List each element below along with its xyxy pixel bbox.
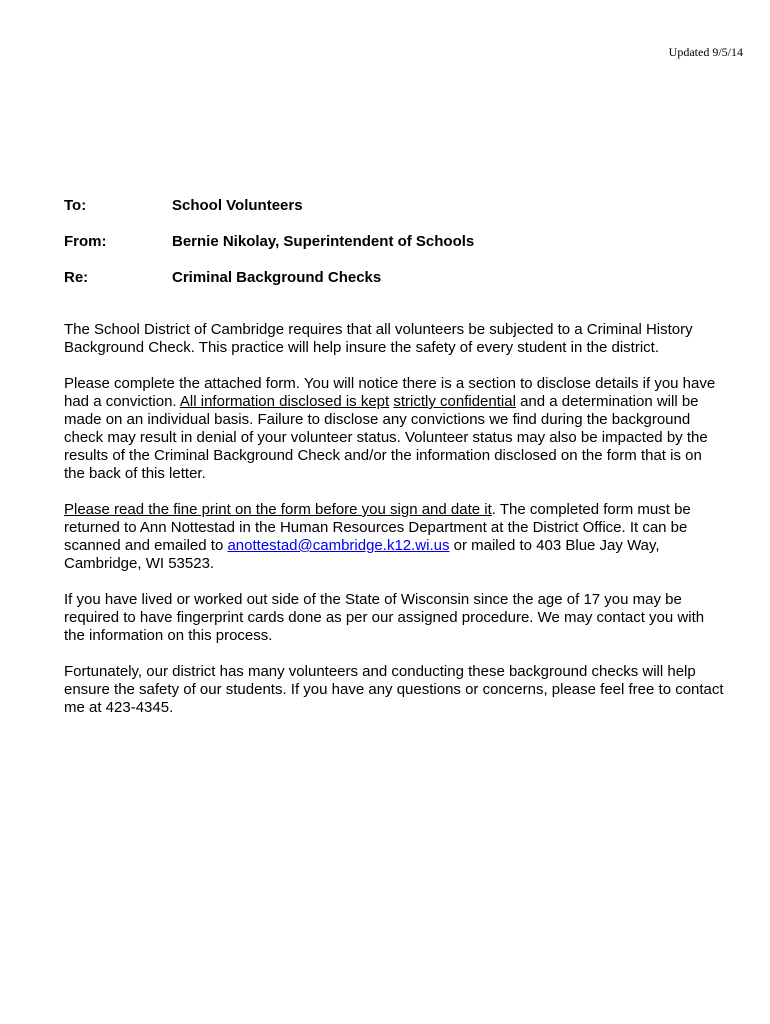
paragraph-form-text-start: Please complete the attached form. You will notice there is a section to disclose details if you have had a conviction.: [64, 375, 716, 410]
paragraph-form-instructions: [64, 375, 724, 483]
memo-header: [64, 196, 714, 304]
memo-to-label: To:: [64, 197, 87, 214]
confidential-underline-1: All information disclosed is kept: [179, 393, 390, 410]
paragraph-fingerprint: If you have lived or worked out side of the State of Wisconsin since the age of 17 you may be required to have fingerprint cards done as per our assigned procedure. We may contact you with the information on this process.: [64, 591, 705, 644]
paragraph-form-text-end: and a determination will be made on an individual basis. Failure to disclose any convictions we find during the background check may result in denial of your volunteer status. Volunteer status may also be impacted by the results of the Criminal Background Check and/or the information disclosed on the form that is on the back of this letter.: [64, 393, 708, 482]
memo-re-row: [64, 268, 714, 288]
paragraph-return-form: [64, 501, 724, 573]
memo-re-label: Re:: [64, 269, 89, 286]
paragraph-return-text-end: or mailed to 403 Blue Jay Way, Cambridge, WI 53523.: [64, 537, 660, 572]
memo-to-row: [64, 196, 714, 216]
paragraph-closing: Fortunately, our district has many volunteers and conducting these background checks will help ensure the safety of our students. If you have any questions or concerns, please feel free to contact me at 423-4345.: [64, 663, 724, 716]
memo-re-value: Criminal Background Checks: [172, 269, 382, 286]
paragraph-requirement: The School District of Cambridge requires that all volunteers be subjected to a Criminal History Background Check. This practice will help insure the safety of every student in the district.: [64, 321, 693, 356]
memo-from-row: [64, 232, 714, 252]
paragraph-return-text-start: . The completed form must be returned to Ann Nottestad in the Human Resources Department at the District Office. It can be scanned and emailed to: [64, 501, 691, 554]
memo-from-value: Bernie Nikolay, Superintendent of Schools: [172, 233, 475, 250]
memo-to-value: School Volunteers: [172, 197, 303, 214]
email-link[interactable]: anottestad@cambridge.k12.wi.us: [227, 537, 450, 554]
updated-date: Updated 9/5/14: [668, 45, 743, 59]
confidential-underline-2: strictly confidential: [393, 393, 516, 410]
memo-from-label: From:: [64, 233, 107, 250]
fine-print-notice: Please read the fine print on the form before you sign and date it: [64, 501, 492, 518]
memo-body: [64, 321, 724, 735]
